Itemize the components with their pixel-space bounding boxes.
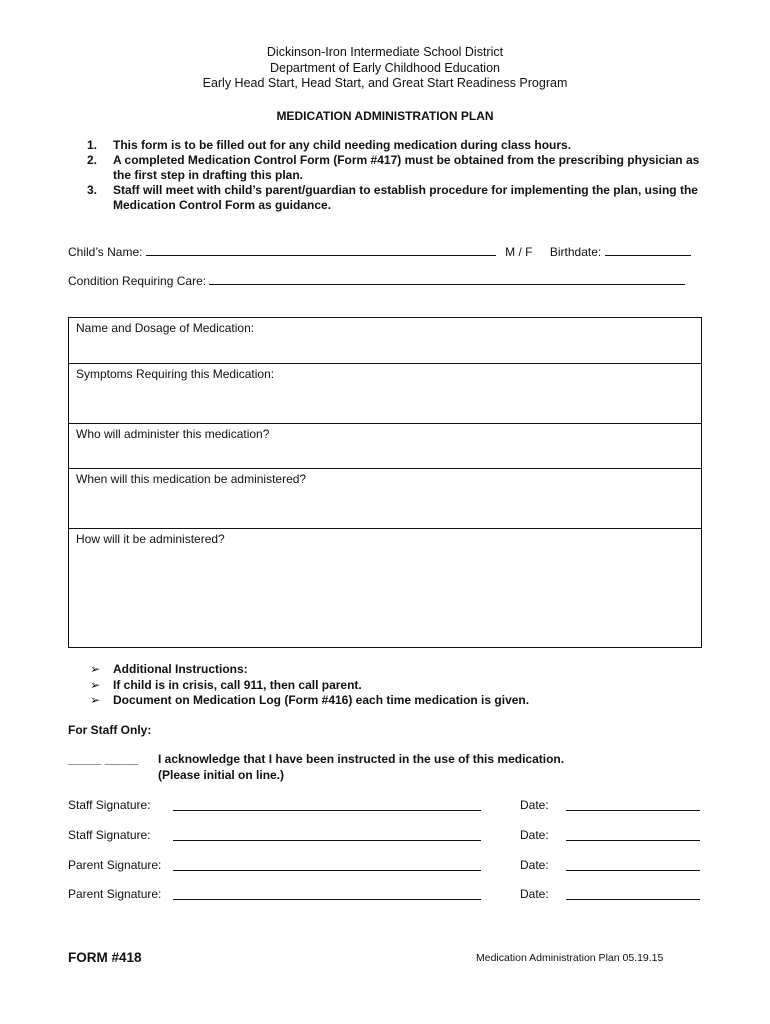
signature-row [68, 887, 708, 901]
signature-field[interactable] [173, 887, 481, 900]
signature-field[interactable] [173, 858, 481, 871]
instruction-number: 2. [87, 153, 98, 167]
bullet-text: Additional Instructions: [113, 662, 248, 676]
signature-row [68, 798, 708, 812]
signature-field[interactable] [173, 828, 481, 841]
document-header [0, 45, 770, 92]
date-label: Date: [520, 887, 549, 901]
arrow-bullet-icon: ➢ [90, 677, 101, 692]
acknowledgement-text: I acknowledge that I have been instructed in the use of this medication. [158, 752, 565, 766]
method-label: How will it be administered? [76, 532, 225, 546]
date-field[interactable] [566, 828, 700, 841]
child-name-row [68, 244, 691, 259]
administrator-field[interactable] [69, 424, 701, 469]
initial-note: (Please initial on line.) [158, 768, 285, 782]
bullet-item [90, 693, 529, 709]
signature-label: Staff Signature: [68, 828, 151, 842]
instruction-text: A completed Medication Control Form (Form #417) must be obtained from the prescribing physician as the first step in drafting this plan. [113, 153, 700, 182]
form-number: FORM #418 [68, 950, 142, 965]
method-field[interactable] [69, 529, 701, 647]
child-name-field[interactable] [146, 244, 496, 256]
sex-label: M / F [505, 245, 533, 259]
arrow-bullet-icon: ➢ [90, 693, 101, 707]
date-label: Date: [520, 858, 549, 872]
district-name: Dickinson-Iron Intermediate School District [266, 45, 504, 59]
birthdate-label: Birthdate: [549, 245, 602, 259]
instructions-list [87, 138, 707, 213]
schedule-label: When will this medication be administered? [76, 472, 307, 486]
bullet-item [90, 662, 529, 678]
schedule-field[interactable] [69, 469, 701, 529]
initials-fields[interactable]: _____ _____ [68, 752, 139, 766]
program-name: Early Head Start, Head Start, and Great Start Readiness Program [202, 76, 568, 90]
date-field[interactable] [566, 798, 700, 811]
date-field[interactable] [566, 887, 700, 900]
instruction-item [87, 138, 707, 153]
date-field[interactable] [566, 858, 700, 871]
instruction-item [87, 183, 707, 213]
date-label: Date: [520, 798, 549, 812]
instruction-text: This form is to be filled out for any child needing medication during class hours. [113, 138, 572, 152]
dosage-field[interactable] [69, 318, 701, 364]
dosage-label: Name and Dosage of Medication: [76, 321, 255, 335]
department-name: Department of Early Childhood Education [270, 60, 500, 75]
bullet-text: If child is in crisis, call 911, then call parent. [113, 677, 362, 692]
instruction-item [87, 153, 707, 183]
symptoms-label: Symptoms Requiring this Medication: [76, 367, 275, 381]
form-title: MEDICATION ADMINISTRATION PLAN [276, 109, 494, 123]
signature-label: Staff Signature: [68, 798, 151, 812]
symptoms-field[interactable] [69, 364, 701, 424]
medication-plan-table [68, 317, 702, 648]
administrator-label: Who will administer this medication? [76, 427, 270, 441]
signature-row [68, 828, 708, 842]
signature-label: Parent Signature: [68, 887, 162, 901]
arrow-bullet-icon: ➢ [90, 662, 101, 676]
instruction-number: 1. [87, 138, 98, 152]
additional-instructions-list [90, 662, 529, 709]
instruction-number: 3. [87, 183, 98, 197]
condition-field[interactable] [209, 273, 685, 285]
signature-field[interactable] [173, 798, 481, 811]
signature-row [68, 858, 708, 872]
staff-only-heading: For Staff Only: [68, 723, 152, 737]
footer-note: Medication Administration Plan 05.19.15 [476, 952, 664, 964]
signature-label: Parent Signature: [68, 858, 162, 872]
bullet-text: Document on Medication Log (Form #416) each time medication is given. [113, 693, 530, 707]
bullet-item [90, 678, 529, 694]
child-name-label: Child’s Name: [68, 245, 143, 259]
instruction-text: Staff will meet with child’s parent/guardian to establish procedure for implementing the plan, using the Medication Control Form as guidance. [113, 183, 698, 212]
birthdate-field[interactable] [605, 244, 691, 256]
date-label: Date: [520, 828, 549, 842]
condition-row [68, 273, 685, 288]
condition-label: Condition Requiring Care: [68, 274, 207, 288]
